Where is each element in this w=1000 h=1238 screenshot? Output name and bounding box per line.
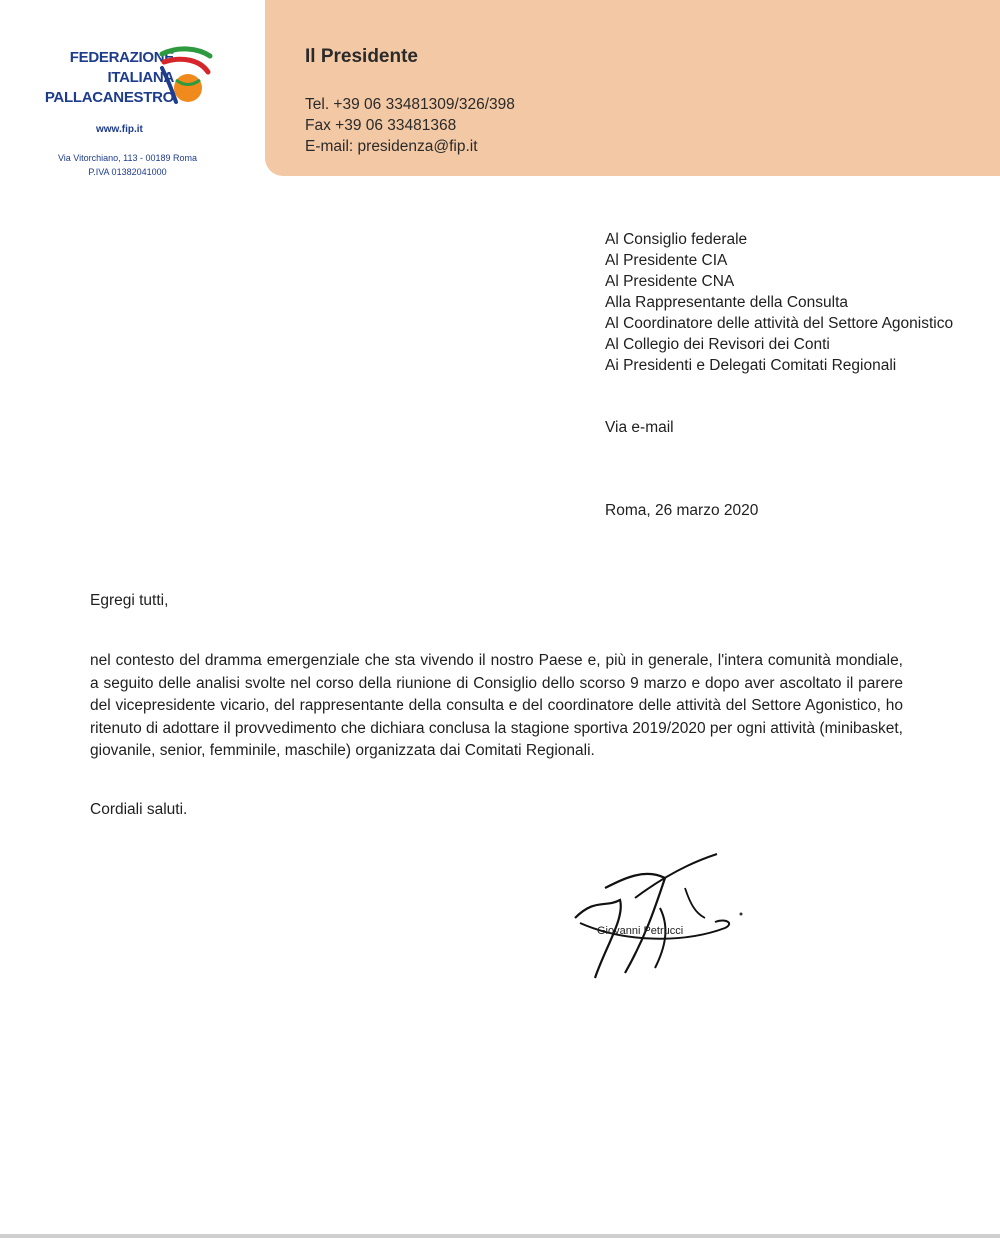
recipient-line: Al Consiglio federale (605, 231, 748, 248)
delivery-method: Via e-mail (605, 419, 674, 436)
handwritten-signature (565, 848, 755, 988)
recipient-line: Al Collegio dei Revisori dei Conti (605, 336, 830, 353)
email-line: E-mail: presidenza@fip.it (305, 138, 478, 155)
letter-body: nel contesto del dramma emergenziale che sta vivendo il nostro Paese e, più in generale, l'intera comunità mondiale, a seguito delle analisi svolte nel corso della riunione di Consiglio dello scorso 9 marzo e dopo aver ascoltato il parere del vicepresidente vicario, del rappresentante della consulta e del coordinatore delle attività del Settore Agonistico, ho ritenuto di adottare il provvedimento che dichiara conclusa la stagione sportiva 2019/2020 per ogni attività (minibasket, giovanile, senior, femminile, maschile) organizzata dai Comitati Regionali. (90, 652, 903, 759)
logo-address (40, 151, 215, 179)
contact-block (305, 94, 515, 157)
closing: Cordiali saluti. (90, 801, 188, 818)
basketball-logo-icon (158, 46, 214, 110)
signature-printed-name: Giovanni Petrucci (597, 925, 684, 937)
logo-line-2: ITALIANA (107, 69, 174, 86)
salutation: Egregi tutti, (90, 592, 169, 609)
recipient-line: Al Coordinatore delle attività del Settore Agonistico (605, 315, 954, 332)
recipient-line: Al Presidente CIA (605, 252, 728, 269)
fax-line: Fax +39 06 33481368 (305, 117, 457, 134)
recipient-line: Alla Rappresentante della Consulta (605, 294, 848, 311)
recipient-line: Al Presidente CNA (605, 273, 735, 290)
date-line: Roma, 26 marzo 2020 (605, 502, 759, 519)
logo-line-1: FEDERAZIONE (69, 49, 174, 66)
logo-line-3: PALLACANESTRO (44, 89, 174, 106)
address-line: Via Vitorchiano, 113 - 00189 Roma (57, 153, 198, 163)
recipient-list (605, 229, 953, 376)
vat-line: P.IVA 01382041000 (88, 167, 167, 177)
page-edge (0, 1234, 1000, 1238)
recipient-line: Ai Presidenti e Delegati Comitati Regionali (605, 357, 897, 374)
sender-title: Il Presidente (305, 46, 418, 67)
logo-org-name (44, 48, 174, 108)
logo-website: www.fip.it (96, 124, 143, 135)
fip-logo (0, 0, 265, 190)
phone-line: Tel. +39 06 33481309/326/398 (305, 96, 515, 113)
